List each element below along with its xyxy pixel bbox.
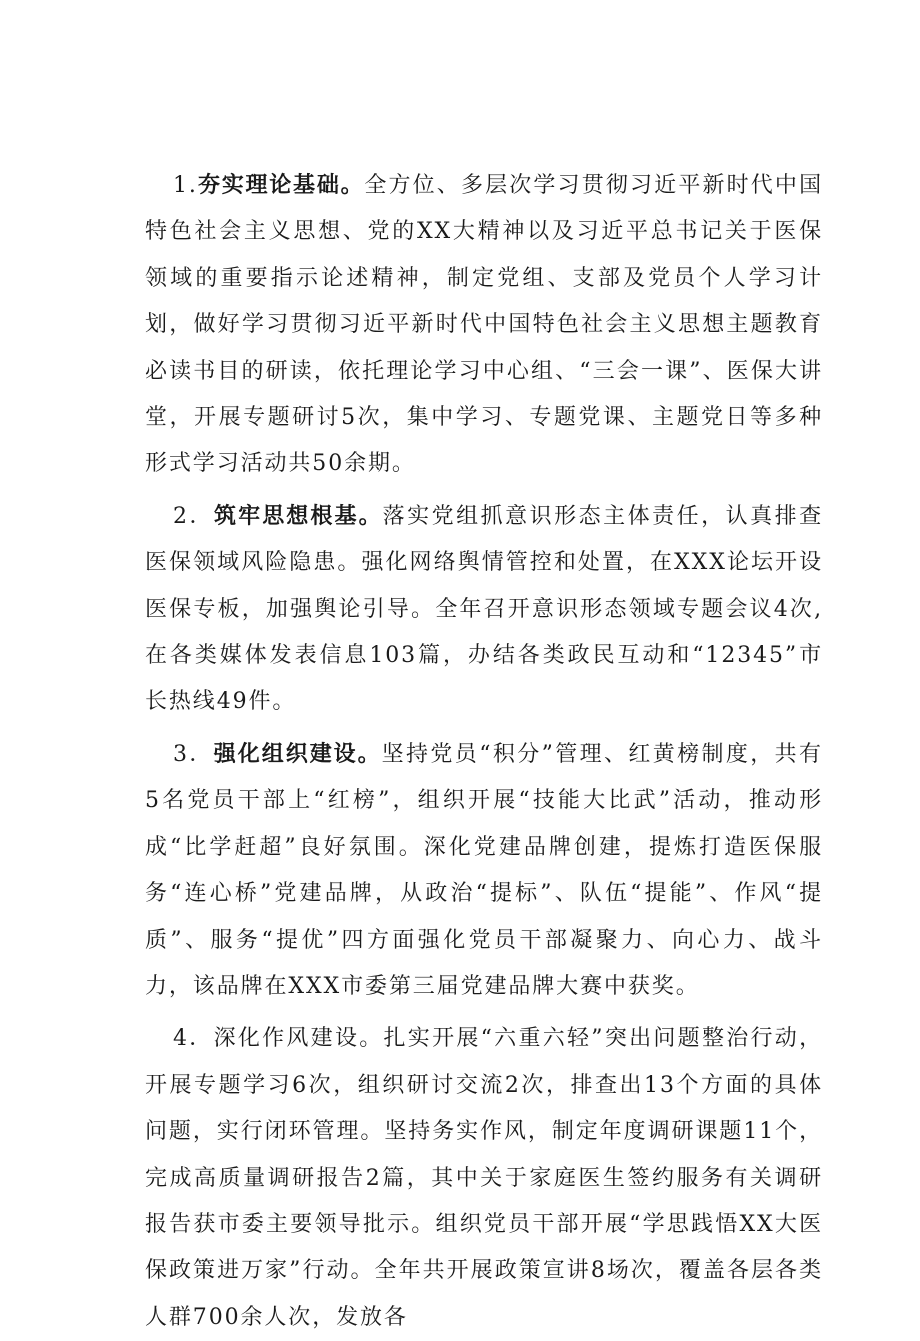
paragraph-4 [145, 1016, 823, 1341]
paragraph-2-number: 2． [173, 503, 214, 529]
document-body [145, 163, 823, 1341]
paragraph-4-heading: 深化作风建设。 [213, 1026, 384, 1052]
paragraph-2-heading: 筑牢思想根基。 [214, 503, 383, 529]
paragraph-1 [145, 163, 823, 488]
paragraph-2 [145, 494, 823, 726]
paragraph-1-heading: 夯实理论基础。 [197, 173, 365, 198]
paragraph-3-body: 坚持党员“积分”管理、红黄榜制度，共有5名党员干部上“红榜”，组织开展“技能大比武”活动，推动形成“比学赶超”良好氛围。深化党建品牌创建，提炼打造医保服务“连心桥”党建品牌，从政治“提标”、队伍“提能”、作风“提质”、服务“提优”四方面强化党员干部凝聚力、向心力、战斗力，该品牌在XXX市委第三届党建品牌大赛中获奖。 [145, 741, 823, 999]
paragraph-3-number: 3． [173, 741, 214, 767]
paragraph-3 [145, 732, 823, 1010]
paragraph-3-heading: 强化组织建设。 [213, 741, 382, 767]
paragraph-2-body: 落实党组抓意识形态主体责任，认真排查医保领域风险隐患。强化网络舆情管控和处置，在XXX论坛开设医保专板，加强舆论引导。全年召开意识形态领域专题会议4次,在各类媒体发表信息103篇，办结各类政民互动和“12345”市长热线49件。 [145, 503, 823, 715]
paragraph-1-number: 1. [173, 173, 198, 198]
paragraph-4-body: 扎实开展“六重六轻”突出问题整治行动，开展专题学习6次，组织研讨交流2次，排查出13个方面的具体问题，实行闭环管理。坚持务实作风，制定年度调研课题11个，完成高质量调研报告2篇，其中关于家庭医生签约服务有关调研报告获市委主要领导批示。组织党员干部开展“学思践悟XX大医保政策进万家”行动。全年共开展政策宣讲8场次，覆盖各层各类人群700余人次，发放各 [145, 1026, 823, 1330]
paragraph-4-number: 4． [173, 1026, 214, 1052]
paragraph-1-body: 全方位、多层次学习贯彻习近平新时代中国特色社会主义思想、党的XX大精神以及习近平总书记关于医保领域的重要指示论述精神，制定党组、支部及党员个人学习计划，做好学习贯彻习近平新时代中国特色社会主义思想主题教育必读书目的研读，依托理论学习中心组、“三会一课”、医保大讲堂，开展专题研讨5次，集中学习、专题党课、主题党日等多种形式学习活动共50余期。 [145, 173, 823, 477]
